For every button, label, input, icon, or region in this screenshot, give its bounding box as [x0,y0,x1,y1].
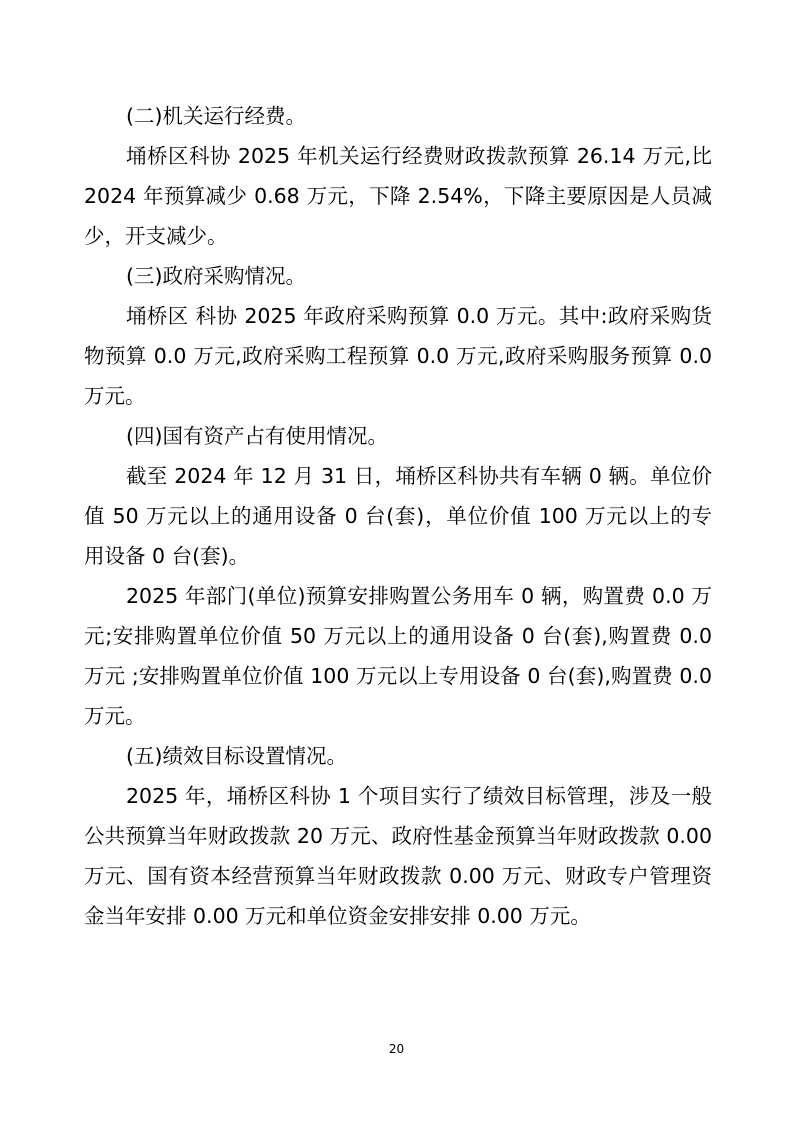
paragraph-line: 用设备 0 台(套)。 [84,544,250,568]
paragraph-line: 少，开支减少。 [84,224,228,248]
section-heading-government-procurement: (三)政府采购情况。 [126,264,306,288]
paragraph-line: 元;安排购置单位价值 50 万元以上的通用设备 0 台(套),购置费 0.0 [84,624,712,648]
section-heading-performance-targets: (五)绩效目标设置情况。 [126,744,347,768]
paragraph-line: 2025 年部门(单位)预算安排购置公务用车 0 辆，购置费 0.0 万 [126,584,712,608]
section-heading-state-assets: (四)国有资产占有使用情况。 [126,424,388,448]
paragraph-line: 金当年安排 0.00 万元和单位资金安排安排 0.00 万元。 [84,904,591,928]
paragraph-line: 万元、国有资本经营预算当年财政拨款 0.00 万元、财政专户管理资 [84,864,712,888]
paragraph-line: 物预算 0.0 万元,政府采购工程预算 0.0 万元,政府采购服务预算 0.0 [84,344,712,368]
paragraph-line: 万元。 [84,384,146,408]
page-number: 20 [388,1042,405,1056]
paragraph-line: 万元 ;安排购置单位价值 100 万元以上专用设备 0 台(套),购置费 0.0 [84,664,712,688]
paragraph-line: 公共预算当年财政拨款 20 万元、政府性基金预算当年财政拨款 0.00 [84,824,712,848]
paragraph-line: 2025 年，埇桥区科协 1 个项目实行了绩效目标管理，涉及一般 [126,784,712,808]
paragraph-line: 截至 2024 年 12 月 31 日，埇桥区科协共有车辆 0 辆。单位价 [126,464,712,488]
paragraph-line: 2024 年预算减少 0.68 万元，下降 2.54%，下降主要原因是人员减 [84,184,712,208]
paragraph-line: 值 50 万元以上的通用设备 0 台(套)，单位价值 100 万元以上的专 [84,504,712,528]
section-heading-operating-expenses: (二)机关运行经费。 [126,104,306,128]
paragraph-line: 埇桥区科协 2025 年机关运行经费财政拨款预算 26.14 万元,比 [126,144,712,168]
paragraph-line: 万元。 [84,704,146,728]
paragraph-line: 埇桥区 科协 2025 年政府采购预算 0.0 万元。其中:政府采购货 [126,304,712,328]
document-body [84,96,712,936]
